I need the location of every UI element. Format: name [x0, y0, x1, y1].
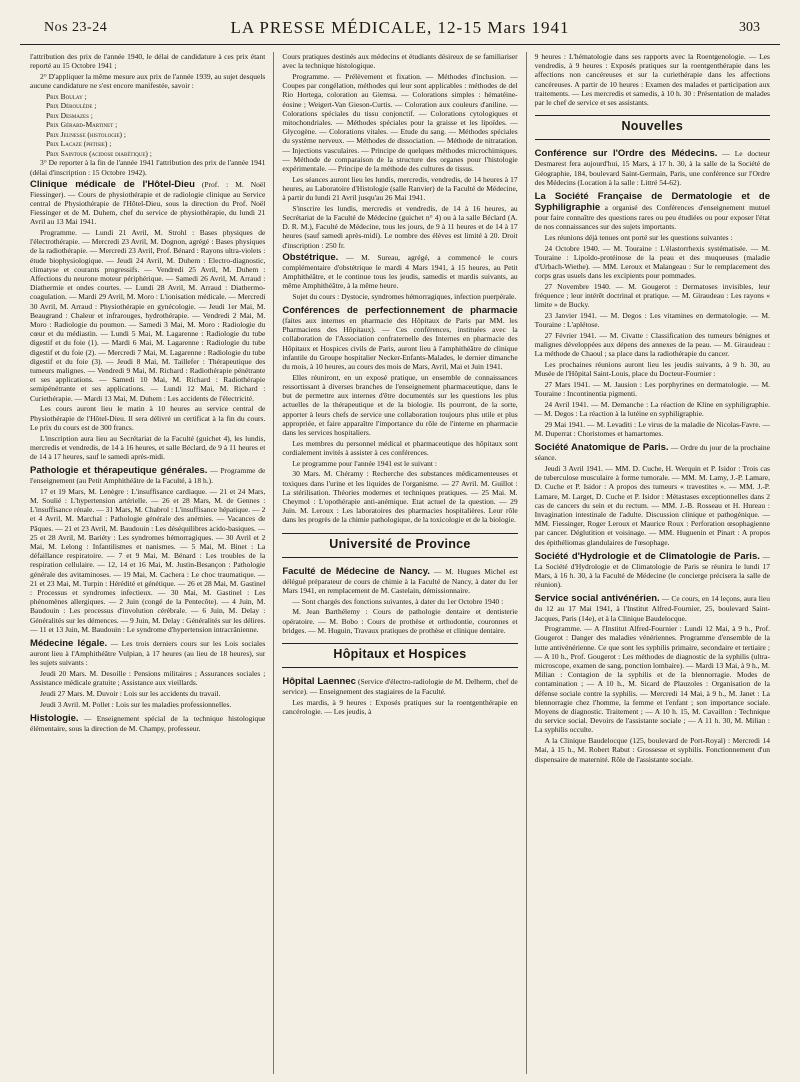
section-obstetrique	[282, 252, 517, 301]
masthead	[20, 14, 780, 45]
prize-item: Prix Boulay ;	[46, 91, 87, 101]
section-ordre-medecins	[535, 148, 770, 187]
paragraph: 27 Novembre 1940. — M. Gougerot : Dermatoses invisibles, leur fréquence ; leur intérêt doctrinal et pratique. — M. Giraudeau : Les rayons « limite » de Bucky.	[534, 281, 770, 310]
section-title: Médecine légale.	[30, 638, 108, 650]
paragraph: — M. Sureau, agrégé, a commencé le cours complémentaire d'obstétrique le mardi 4 Mars 1941, à 15 heures, au Petit Amphithéâtre, et le continue tous les jeudis, samedis et mardis suivants, au même Amphithéâtre, à la même heure.	[282, 252, 518, 291]
section-title: La Société Française de Dermatologie et de Syphiligraphie	[534, 191, 770, 214]
prize-list	[46, 92, 265, 159]
column-3	[526, 52, 770, 1074]
section-anatomique	[535, 442, 770, 547]
section-title: Société d'Hydrologie et de Climatologie de Paris.	[534, 550, 760, 562]
section-laennec	[282, 676, 517, 716]
paragraph: Programme. — A l'Institut Alfred-Fournier : Lundi 12 Mai, à 9 h., Prof. Gougerot : Danger des maladies vénériennes. Programme d'ensemble de la lutte antivénérienne. Ce que sont les syphilis primaire, secondaire et tertiaire ; — A 10 h., Prof. Gougerot : Les méthodes de diagnostic de la syphilis (ultra-microscope, examen de sang, ponction lombaire). — Mardi 13 Mai, à 9 h., M. Milian : Contagion de la syphilis et de la blennorragie. Modes de contamination ; — A 10 h., M. Sicard de Plauzoles : Organisation de la défense sociale contre la syphilis. — Mercredi 14 Mai, à 9 h., M. Janet : La blennorragie chez l'homme, la femme et l'enfant ; son importance sociale. Moyens de diagnostic. Traitement ; — A 10 h. 15, M. Cavaillon : Technique du service social. Devoirs de l'assistante sociale ; — A 11 h. 30, M. Milian : La syphilis occulte.	[534, 624, 770, 735]
section-title: Conférence sur l'Ordre des Médecins.	[534, 148, 718, 160]
prize-item: Prix Déroulède ;	[46, 101, 97, 111]
box-heading: Hôpitaux et Hospices	[333, 646, 467, 661]
paragraph: Le programme pour l'année 1941 est le suivant :	[292, 458, 437, 468]
paragraph: 27 Mars 1941. — M. Jausion : Les porphyrines en dermatologie. — M. Touraine : Incontinentia pigmenti.	[534, 379, 770, 399]
paragraph: — Ce cours, en 14 leçons, aura lieu du 12 au 17 Mai 1941, à l'Institut Alfred-Fournier, 25, boulevard Saint-Jacques, Paris (14e), et à la Clinique Baudelocque.	[534, 594, 770, 623]
section-title: Société Anatomique de Paris.	[534, 442, 669, 454]
paragraph: 3° De reporter à la fin de l'année 1941 l'attribution des prix de l'année 1941 (délai d'inscription : 15 Octobre 1942).	[30, 158, 266, 177]
paragraph: — Les trois derniers cours sur les Lois sociales auront lieu à l'Amphithéâtre Vulpian, à 17 heures (au lieu de 18 heures), sur les sujets suivants :	[30, 639, 266, 668]
paragraph: Les prochaines réunions auront lieu les jeudis suivants, à 9 h. 30, au Musée de l'Hôpital Saint-Louis, place du Docteur-Fournier :	[534, 360, 770, 379]
heading-box-nouvelles	[535, 115, 770, 140]
paragraph: M. Jean Barthélemy : Cours de pathologie dentaire et dentisterie opératoire. — M. Bobo : Cours de prothèse et orthodontie, couronnes et bridges. — M. Huguin, Travaux pratiques de prothèse et clinique dentaire.	[282, 607, 518, 635]
journal-title: LA PRESSE MÉDICALE, 12-15 Mars 1941	[230, 18, 570, 37]
section-conferences-pharmacie	[282, 305, 517, 524]
paragraph: Cours pratiques destinés aux médecins et étudiants désireux de se familiariser avec la technique histologique.	[282, 52, 518, 71]
section-medecine-legale	[30, 638, 265, 709]
paragraph: 17 et 19 Mars, M. Lenègre : L'insuffisance cardiaque. — 21 et 24 Mars, M. Soulié : L'hypertension artérielle. — 26 et 28 Mars, M. de Gennes : L'insuffisance rénale. — 31 Mars, M. Chabrol : L'insuffisance hépatique. — 2 et 4 Avril, M. Marchal : Pathologie générale des anémies. — Vacances de Pâques. — 21 et 23 Avril, M. Baudouin : Les déséquilibres acido-basiques. — 25 et 28 Avril, M. Bariéty : Les syndromes hémorragiques. — 30 Avril et 2 Mai, M. Lelong : Infantilismes et nanismes. — 5 Mai, M. Binet : La défaillance respiratoire. — 7 et 9 Mai, M. Bénard : Les troubles de la respiration cellulaire. — 12, 14 et 16 Mai, M. Justin-Besançon : Pathologie générale des avitaminoses. — 19 Mai, M. Cachera : Le choc traumatique. — 21 et 23 Mai, M. Turpin : Hérédité et génétique. — 26 et 28 Mai, M. Gastinel : Processus et syndromes infectieux. — 30 Mai, M. Gastinel : Les phénomènes allergiques. — 2 Juin (congé de la Pentecôte). — 4 Juin, M. Baudouin : Les processus d'involution cérébrale. — 6 Juin, M. Delay : Généralités sur les démences. — 9 Juin, M. Delay : Généralités sur les délires. — 11 et 13 Juin, M. Baudouin : Le syndrome d'hypertension intracrânienne.	[30, 486, 266, 634]
column-1	[30, 52, 265, 1074]
prize-item: Prix Jeunesse (histologie) ;	[46, 129, 126, 139]
section-title: Service social antivénérien.	[534, 593, 660, 605]
paragraph: Les membres du personnel médical et pharmaceutique des hôpitaux sont cordialement invités à assister à ces conférences.	[282, 438, 518, 457]
paragraph: Elles réuniront, en un exposé pratique, un ensemble de connaissances ressortissant à diverses branches de l'enseignement pharmaceutique, dans le but de permettre aux internes d'être documentés sur les questions les plus actuelles de la thérapeutique et de la biologie. Ils pourront, de la sorte, apporter à leurs chefs de service une collaboration toujours plus utile et plus appropriée, et faire apparaître l'importance du rôle de l'interne en pharmacie dans les services hospitaliers.	[282, 372, 518, 438]
section-title: Histologie.	[30, 712, 79, 724]
heading-box-universite	[282, 533, 517, 558]
section-histologie	[30, 713, 265, 733]
paragraph: 29 Mai 1941. — M. Levaditi : Le virus de la maladie de Nicolas-Favre. — M. Duperrat : Choristomes et hamartomes.	[534, 419, 770, 438]
section-pathologie	[30, 465, 265, 634]
section-title: Hôpital Laennec	[282, 676, 356, 688]
paragraph: Les mardis, à 9 heures : Exposés pratiques sur la roentgenthérapie en cancérologie. — Les jeudis, à	[282, 697, 518, 717]
paragraph: 24 Octobre 1940. — M. Touraine : L'élastorrhexis systématisée. — M. Touraine : Lipoïdo-protéinose de la peau et des muqueuses (maladie d'Urbach-Wiethe). — MM. Leroux et Malangeau : Sur le remplacement des corps gras usuels dans les excipients pour pommades.	[534, 243, 770, 281]
paragraph: L'inscription aura lieu au Secrétariat de la Faculté (guichet 4), les lundis, mercredis et vendredis, de 14 à 16 heures, et salle Béclard, de 9 à 11 heures et de 14 à 17 heures, sauf le samedi après-midi.	[30, 433, 266, 461]
paragraph: Les cours auront lieu le matin à 10 heures au service central de Physiothérapie de l'Hôtel-Dieu. Il sera délivré un certificat à la fin du cours. Le prix du cours est de 300 francs.	[30, 404, 266, 432]
paragraph: Programme. — Lundi 21 Avril, M. Strohl : Bases physiques de l'électrothérapie. — Mercredi 23 Avril, M. Dognon, agrégé : Bases physiques de la radiothérapie. — Mercredi 23 Avril, Prof. Bénard : Rayons ultra-violets : étude biophysiologique. — Jeudi 24 Avril, M. Duhem : Electro-diagnostic, climatyse et courants progressifs. — Vendredi 25 Avril, M. Duhem : Affections du neurone moteur périphérique. — Samedi 26 Avril, M. Arraud : Diathermie et ondes courtes. — Lundi 28 Avril, M. Arraud : Diathermo-coagulation. — Mardi 29 Avril, M. Moro : L'ionisation médicale. — Mercredi 30 Avril, M. Arraud : Physiothérapie en gynécologie. — Jeudi 1er Mai, M. Beaugrand : Chaleur et infrarouges, hydrothérapie. — Vendredi 2 Mai, M. Moro : Radiologie du poumon. — Samedi 3 Mai, M. Moro : Radiologie du cœur et du médiastin. — Lundi 5 Mai, M. Lagarenne : Radiologie du tube digestif et du foie (1). — Mardi 6 Mai, M. Lagarenne : Radiologie du tube digestif et du foie (2). — Mercredi 7 Mai, M. Lagarenne : Radiologie du tube digestif et du foie (3). — Jeudi 8 Mai, M. Taillefer : Thérapeutique des tumeurs malignes. — Vendredi 9 Mai, M. Richard : Radiothérapie pénétrante et ses applications. — Samedi 10 Mai, M. Richard : Radiothérapie semipénétrante et ses applications. — Lundi 12 Mai, M. Richard : Curiethérapie. — Mardi 13 Mai, M. Duhem : Les accidents de l'électricité.	[30, 228, 266, 403]
paragraph: 2° D'appliquer la même mesure aux prix de l'année 1939, au sujet desquels aucune candidature ne s'est encore manifestée, savoir :	[30, 71, 266, 91]
section-title: Obstétrique.	[282, 251, 339, 263]
paragraph: — Enseignement spécial de la technique histologique élémentaire, sous la direction de M. Champy, professeur.	[30, 713, 266, 733]
paragraph: 9 heures : L'hématologie dans ses rapports avec la Roentgenologie. — Les vendredis, à 9 heures : Exposés pratiques sur la roentgenthérapie dans les affections non cancéreuses et sur la curiethérapie dans les affections cancéreuses. A partir de 10 heures : Examen des malades et participation aux traitements. — Les mercredis et samedis, à 10 h. 30 : Présentation de malades par le chef de service et ses assistants.	[534, 52, 770, 108]
paragraph: (Service d'électro-radiologie de M. Delherm, chef de service). — Enseignement des stagiaires de la Faculté.	[282, 677, 518, 697]
paragraph: — La Société d'Hydrologie et de Climatologie de Paris se réunira le lundi 17 Mars, à 16 h. 30, à la Faculté de Médecine (le concierge précisera la salle de réunion).	[534, 551, 770, 590]
paragraph: — M. Hugues Michel est délégué préparateur de cours de chimie à la Faculté de Nancy, à dater du 1er Mars 1941, en remplacement de M. Castelain, démissionnaire.	[282, 566, 518, 595]
paragraph: 24 Avril 1941. — M. Demanche : La réaction de Kline en syphiligraphie. — M. Degos : La réaction à la lutéine en syphiligraphie.	[534, 399, 770, 419]
prize-item: Prix Gérard-Martinet ;	[46, 120, 118, 130]
paragraph: Les séances auront lieu les lundis, mercredis, vendredis, de 14 heures à 17 heures, au Laboratoire d'Histologie (salle Ranvier) de la Faculté de Médecine, à partir du lundi 21 Avril jusqu'au 26 Mai 1941.	[282, 174, 518, 203]
prize-item: Prix Lacaze (phtisie) ;	[46, 139, 112, 149]
box-heading: Nouvelles	[621, 119, 684, 134]
page-number: 303	[739, 20, 760, 35]
paragraph: — Le docteur Desmarest fera aujourd'hui, 15 Mars, à 17 h. 30, à la salle de la Société de Géographie, 184, boulevard Saint-Germain, Paris, une conférence sur l'Ordre des Médecins (Location à la salle : Littré 54-62).	[534, 149, 770, 187]
paragraph: Jeudi 27 Mars. M. Duvoir : Lois sur les accidents du travail.	[40, 688, 221, 698]
section-hydrologie	[535, 551, 770, 590]
issue-number: Nos 23-24	[44, 20, 108, 35]
paragraph: Jeudi 3 Avril 1941. — MM. D. Cuche, H. Werquin et P. Isidor : Trois cas de tuberculose musculaire à forme tumorale. — MM. M. Lamy, J.-P. Lamare, D. Cuche et P. Isidor : A propos des tumeurs « travestites ». — MM. J.-P. Lamare, M. Larget, D. Cuche et P. Isidor : Métastases exceptionnelles dans 2 cas de cancers du sein et du rectum. — MM. J.-B. Rosseau et H. Hureau : Invagination intestinale de l'adulte. Discussion clinique et pathogénique. — MM. Fiessinger, Roger Leroux et Maurice Roux : Perforation œsophagienne par cancer. Déglutition et voisinage. — MM. Huguenin et Pinart : A propos des épithéliomas glandulaires de l'œsophage.	[534, 463, 770, 547]
paragraph: 30 Mars. M. Chéramy : Recherche des substances médicamenteuses et toxiques dans l'urine et les liquides de l'organisme. — 27 Avril. M. Guillot : La stérilisation. Théories modernes et techniques pratiques. — 25 Mai. M. Cheymol : L'opothérapie anti-anémique. Etat actuel de la question. — 29 Juin. M. Leroux : Les laboratoires des pharmacies hospitalières. Leur rôle dans les progrès de la chimie pathologique, de la toxicologie et de la biologie.	[282, 469, 518, 525]
section-title: Conférences de perfectionnement de pharmacie	[282, 305, 518, 317]
paragraph: A la Clinique Baudelocque (125, boulevard de Port-Royal) : Mercredi 14 Mai, à 15 h., M. Robert Rabut : Grossesse et syphilis. Fonctionnement d'un dispensaire de maternité. Rôle de l'assistante sociale.	[534, 736, 770, 764]
prize-item: Prix Desmazes ;	[46, 110, 93, 120]
prize-item: Prix Saintour (acidose diabétique) ;	[46, 148, 152, 158]
paragraph: Jeudi 3 Avril. M. Pollet : Lois sur les maladies professionnelles.	[40, 699, 232, 709]
paragraph: — Programme de l'enseignement (au Petit Amphithéâtre de la Faculté, à 18 h.).	[30, 466, 266, 486]
paragraph: Programme. — Prélèvement et fixation. — Méthodes d'inclusion. — Coupes par congélation, méthodes qui leur sont applicables : méthodes de del Rio Hortega, coloration au Giemsa. — Colorations simples : hématéine-éosine ; Weigert-Van Gieson-Curtis. — Coloration aux couleurs d'aniline. — Colorations spéciales du tissu conjonctif. — Colorations cytologiques et mitochondriales. — Méthodes spéciales pour la graisse et les lipoïdes. — Glycogène. — Colorations vitales. — Etude du sang. — Méthodes spéciales du système nerveux. — Méthodes de dissociation. — Méthode de nitratation. — Injections vasculaires. — Principe de quelques méthodes microchimiques. — Méthode de comparaison de la structure des organes pour l'histologie expérimentale. — Principe de la méthode des cultures de tissus.	[282, 71, 518, 173]
column-2	[273, 52, 517, 1074]
section-antivenerien	[535, 593, 770, 763]
paragraph: a organisé des Conférences d'enseignement mutuel pour faire connaître des questions rares ou peu étudiées ou pour exposer l'état de nos connaissances sur des sujets importants.	[534, 203, 770, 232]
section-hotel-dieu	[30, 179, 265, 461]
paragraph: l'attribution des prix de l'année 1940, le délai de candidature à ces prix étant reporté au 15 Octobre 1941 ;	[30, 52, 266, 71]
section-dermatologie	[535, 191, 770, 438]
section-title: Clinique médicale de l'Hôtel-Dieu	[30, 178, 195, 190]
paragraph: (Prof. : M. Noël Fiessinger). — Cours de physiothérapie et de radiologie clinique au Service central de Physiothérapie de l'Hôtel-Dieu, sous la direction du Prof. Noël Fiessinger et de M. Duhem, chef du service de physiothérapie, du lundi 21 Avril au 13 Mai 1941.	[30, 179, 266, 227]
paragraph: 23 Janvier 1941. — M. Degos : Les vitamines en dermatologie. — M. Touraine : L'aplétose.	[534, 311, 770, 330]
section-title: Pathologie et thérapeutique générales.	[30, 465, 208, 477]
paragraph: S'inscrire les lundis, mercredis et vendredis, de 14 à 16 heures, au Secrétariat de la Faculté de Médecine (guichet n° 4) ou à la salle Béclard (A. D. R. M.), Faculté de Médecine, tous les jours, de 9 à 11 heures et de 14 à 17 heures (sauf samedi après-midi). Le nombre des élèves est limité à 20. Droit d'inscription : 250 fr.	[282, 203, 518, 250]
columns	[30, 52, 770, 1074]
paragraph: Sujet du cours : Dystocie, syndromes hémorragiques, infection puerpérale.	[292, 291, 517, 301]
paragraph: Jeudi 20 Mars. M. Desoille : Pensions militaires ; Assurances sociales ; Assistance médicale gratuite ; Assistance aux vieillards.	[30, 668, 266, 688]
section-title: Faculté de Médecine de Nancy.	[282, 565, 430, 577]
paragraph: Les réunions déjà tenues ont porté sur les questions suivantes :	[544, 232, 733, 242]
paragraph: — Ordre du jour de la prochaine séance.	[534, 443, 770, 463]
heading-box-hopitaux	[282, 643, 517, 668]
paragraph: 27 Février 1941. — M. Civatte : Classification des tumeurs bénignes et malignes développées aux dépens des annexes de la peau. — M. Giraudeau : La méthode de Chaoul ; sa place dans la radiothérapie du cancer.	[534, 330, 770, 359]
box-heading: Université de Province	[329, 536, 471, 551]
paragraph: — Sont chargés des fonctions suivantes, à dater du 1er Octobre 1940 :	[292, 596, 504, 606]
section-nancy	[282, 566, 517, 635]
paragraph: (faites aux internes en pharmacie des Hôpitaux de Paris par MM. les Pharmaciens des Hôpitaux). — Ces conférences, instituées avec la collaboration de l'Association confraternelle des Internes en pharmacie des Hôpitaux et Hospices civils de Paris, auront lieu à l'amphithéâtre de clinique infantile du Groupe hospitalier Necker-Enfants-Malades, le dernier dimanche du mois, à 10 heures, au cours des mois de Mars, Avril, Mai et Juin 1941.	[282, 316, 518, 372]
